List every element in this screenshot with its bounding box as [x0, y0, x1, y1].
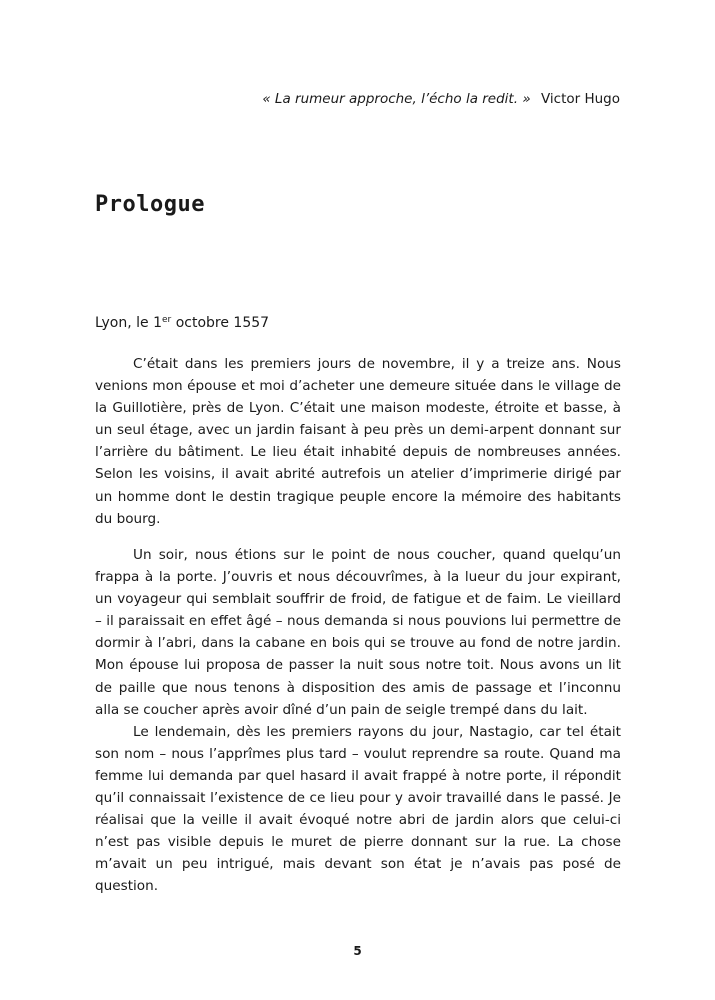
paragraph: Un soir, nous étions sur le point de nous coucher, quand quelqu’un frappa à la porte. J’ouvris et nous découvrîmes, à la lueur du jour expirant, un voyageur qui semblait souffrir de froid, de fatigue et de faim. Le vieillard – il paraissait en effet âgé – nous demanda si nous pouvions lui permettre de dormir à l’abri, dans la cabane en bois qui se trouve au fond de notre jardin. Mon épouse lui proposa de passer la nuit sous notre toit. Nous avons un lit de paille que nous tenons à disposition des amis de passage et l’inconnu alla se coucher après avoir dîné d’un pain de seigle trempé dans du lait. [95, 547, 621, 718]
page-number: 5 [353, 944, 362, 958]
body-block-second [95, 544, 621, 898]
paragraph: C’était dans les premiers jours de novembre, il y a treize ans. Nous venions mon épouse et moi d’acheter une demeure située dans le village de la Guillotière, près de Lyon. C’était une maison modeste, étroite et basse, à un seul étage, avec un jardin faisant à peu près un demi-arpent donnant sur l’arrière du bâtiment. Le lieu était inhabité depuis de nombreuses années. Selon les voisins, il avait abrité autrefois un atelier d’imprimerie dirigé par un homme dont le destin tragique peuple encore la mémoire des habitants du bourg. [95, 356, 621, 527]
epigraph-quote: « La rumeur approche, l’écho la redit. » [262, 91, 531, 107]
body-block-first [95, 353, 621, 530]
dateline [95, 313, 269, 333]
epigraph-author: Victor Hugo [540, 91, 620, 107]
dateline-ordinal: er [162, 315, 172, 325]
dateline-date: octobre 1557 [171, 315, 270, 331]
dateline-place: Lyon, le 1 [95, 315, 162, 331]
epigraph [262, 89, 620, 109]
paragraph: Le lendemain, dès les premiers rayons du jour, Nastagio, car tel était son nom – nous l’apprîmes plus tard – voulut reprendre sa route. Quand ma femme lui demanda par quel hasard il avait frappé à notre porte, il répondit qu’il connaissait l’existence de ce lieu pour y avoir travaillé dans le passé. Je réalisai que la veille il avait évoqué notre abri de jardin alors que celui-ci n’est pas visible depuis le muret de pierre donnant sur la rue. La chose m’avait un peu intrigué, mais devant son état je n’avais pas posé de question. [95, 723, 621, 895]
chapter-title: Prologue [95, 192, 205, 217]
